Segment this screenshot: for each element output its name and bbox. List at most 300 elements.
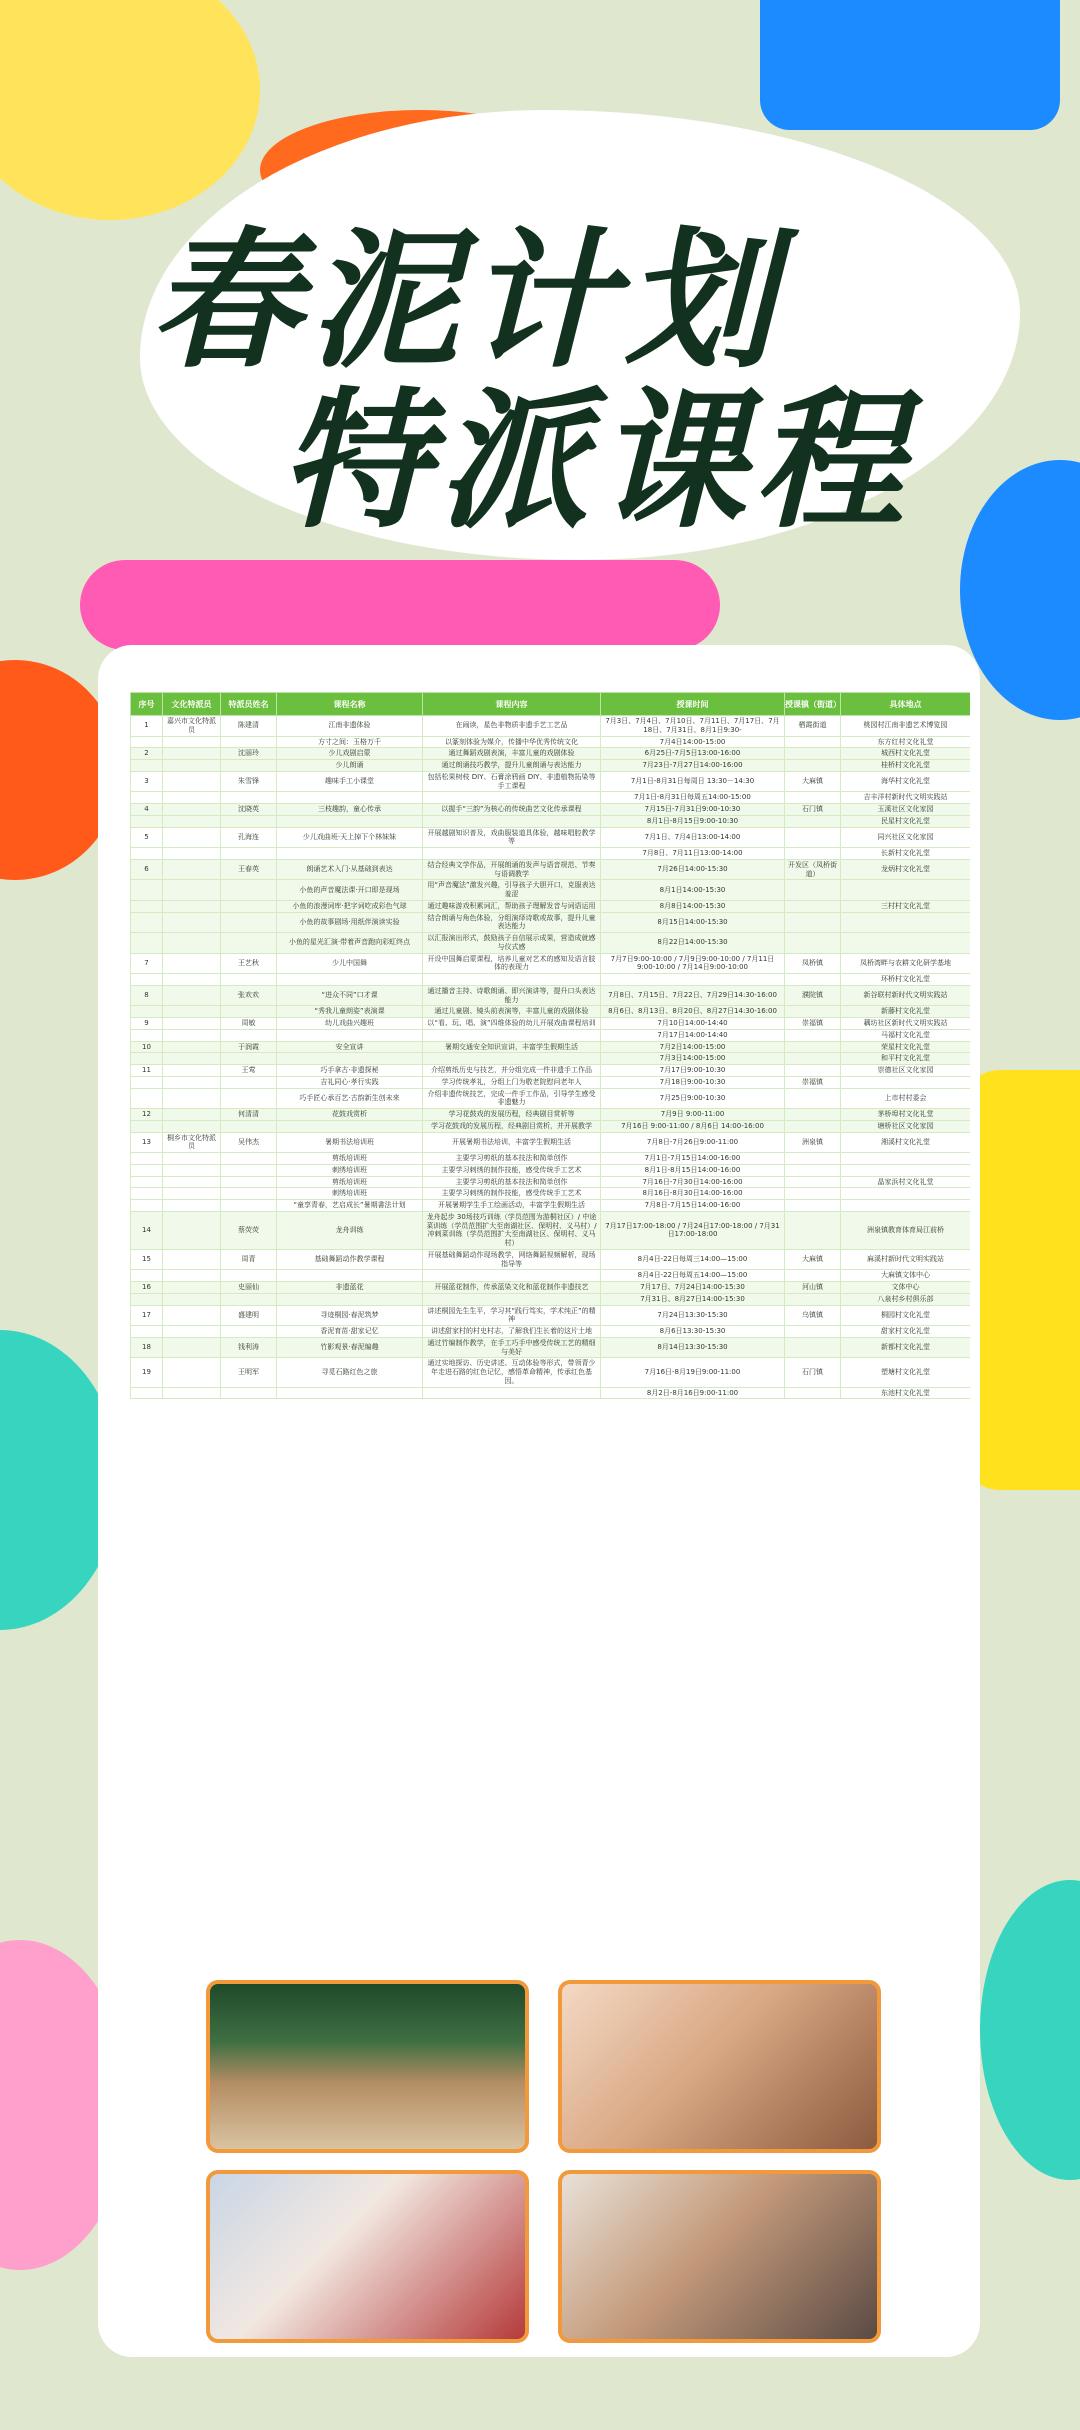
table-cell [163, 859, 221, 880]
table-cell: 王明军 [221, 1358, 277, 1387]
table-cell: 通过儿童剧、镜头前表演等，丰富儿童的戏剧体验 [423, 1006, 601, 1018]
table-cell: 7月1日-7月15日14:00-16:00 [601, 1153, 785, 1165]
table-cell: 主要学习剪纸的基本技法和简单创作 [423, 1176, 601, 1188]
table-cell: 花鼓戏赏析 [277, 1109, 423, 1121]
table-cell: 开设中国舞启蒙课程，培养儿童对艺术的感知及语言肢体的表现力 [423, 953, 601, 974]
blue-flower-shape [760, 0, 1060, 130]
table-row [131, 1249, 971, 1270]
table-cell: 7月16日 9:00-11:00 / 8月6日 14:00-16:00 [601, 1120, 785, 1132]
table-cell: 沈丽玲 [221, 748, 277, 760]
table-cell [277, 1053, 423, 1065]
table-cell [785, 760, 841, 772]
table-cell: 暑期交通安全知识宣讲，丰富学生假期生活 [423, 1041, 601, 1053]
table-cell [785, 827, 841, 848]
table-cell [785, 1293, 841, 1305]
table-cell: 7 [131, 953, 163, 974]
table-cell: 小鱼的声音魔法课·开口即是现场 [277, 880, 423, 901]
table-cell [163, 1065, 221, 1077]
table-cell [841, 933, 971, 954]
table-cell: 城西村文化礼堂 [841, 748, 971, 760]
table-cell: 7月8日-7月26日9:00-11:00 [601, 1132, 785, 1153]
table-cell: 少儿中国舞 [277, 953, 423, 974]
table-cell: 吉礼同心·孝行实践 [277, 1076, 423, 1088]
table-row [131, 900, 971, 912]
table-cell [221, 1293, 277, 1305]
table-cell [163, 1200, 221, 1212]
table-cell: 崇德社区文化家园 [841, 1065, 971, 1077]
table-cell [131, 1076, 163, 1088]
table-row [131, 1088, 971, 1109]
table-cell [131, 912, 163, 933]
table-cell: 刺绣培训班 [277, 1188, 423, 1200]
table-cell: 7月8日-7月15日14:00-16:00 [601, 1200, 785, 1212]
table-cell [841, 880, 971, 901]
table-cell: 长新村文化礼堂 [841, 848, 971, 860]
table-cell [163, 736, 221, 748]
table-cell [163, 1109, 221, 1121]
table-row [131, 1337, 971, 1358]
table-cell [163, 1282, 221, 1294]
table-row [131, 1358, 971, 1387]
table-cell: 通过朗诵技巧教学，提升儿童朗诵与表达能力 [423, 760, 601, 772]
table-cell: 7月16日-8月19日9:00-11:00 [601, 1358, 785, 1387]
table-cell: 少儿戏曲班·天上掉下个林妹妹 [277, 827, 423, 848]
table-cell [841, 1200, 971, 1212]
table-cell: 大麻镇文体中心 [841, 1270, 971, 1282]
table-cell: 王艺秋 [221, 953, 277, 974]
table-cell [785, 1065, 841, 1077]
table-cell: 麻溪村新时代文明实践站 [841, 1249, 971, 1270]
table-cell [277, 1270, 423, 1282]
table-cell: 钱利涛 [221, 1337, 277, 1358]
table-cell [163, 900, 221, 912]
table-cell: 7月24日13:30-15:30 [601, 1305, 785, 1326]
table-cell: 凤桥湾畔与农耕文化研学基地 [841, 953, 971, 974]
table-cell: 上市村村委会 [841, 1088, 971, 1109]
table-cell [131, 760, 163, 772]
table-cell [221, 1270, 277, 1282]
table-cell [785, 1088, 841, 1109]
table-row [131, 1270, 971, 1282]
table-cell [277, 792, 423, 804]
table-cell: 学习花鼓戏的发展历程，经典剧目赏析，并开展教学 [423, 1120, 601, 1132]
table-cell [163, 1326, 221, 1338]
table-cell: 嘉兴市文化特派员 [163, 716, 221, 737]
table-cell [131, 1387, 163, 1399]
table-cell: 4 [131, 804, 163, 816]
table-cell [785, 1120, 841, 1132]
table-cell [841, 1188, 971, 1200]
table-cell [785, 974, 841, 986]
table-cell [131, 792, 163, 804]
table-body [131, 716, 971, 1399]
table-cell [221, 1088, 277, 1109]
table-cell [277, 1387, 423, 1399]
table-cell: 开发区（凤桥街道） [785, 859, 841, 880]
table-cell: 7月23日-7月27日14:00-16:00 [601, 760, 785, 772]
table-cell: 19 [131, 1358, 163, 1387]
table-cell [841, 912, 971, 933]
table-cell [785, 933, 841, 954]
table-cell: 崇福镇 [785, 1076, 841, 1088]
table-cell [423, 1270, 601, 1282]
table-cell [841, 1164, 971, 1176]
table-row [131, 912, 971, 933]
table-cell: 桐乡市文化特派员 [163, 1132, 221, 1153]
table-cell: 基础舞蹈动作教学课程 [277, 1249, 423, 1270]
table-cell: 何清清 [221, 1109, 277, 1121]
table-cell: 三村村文化礼堂 [841, 900, 971, 912]
table-cell [785, 1337, 841, 1358]
table-row [131, 985, 971, 1006]
table-cell: 剪纸培训班 [277, 1153, 423, 1165]
table-row [131, 953, 971, 974]
table-cell: 通过播音主持、诗歌朗诵、即兴演讲等，提升口头表达能力 [423, 985, 601, 1006]
table-cell [163, 1358, 221, 1387]
table-cell [423, 1293, 601, 1305]
table-cell [131, 1029, 163, 1041]
table-cell: 幼儿戏曲兴趣班 [277, 1018, 423, 1030]
table-cell [163, 1018, 221, 1030]
table-cell: 民星村文化礼堂 [841, 815, 971, 827]
table-cell [131, 1293, 163, 1305]
teal-right-flower [980, 1880, 1080, 2180]
table-cell: 乌镇镇 [785, 1305, 841, 1326]
table-cell [131, 1006, 163, 1018]
table-cell: 桃园村江南非遗艺术博览园 [841, 716, 971, 737]
table-cell: 8月14日13:30-15:30 [601, 1337, 785, 1358]
table-cell [163, 974, 221, 986]
table-cell [131, 900, 163, 912]
table-cell: 东池村文化礼堂 [841, 1387, 971, 1399]
table-cell: 6 [131, 859, 163, 880]
table-cell: 环桥村文化礼堂 [841, 974, 971, 986]
table-cell [131, 1176, 163, 1188]
table-cell: 茅桥埠村文化礼堂 [841, 1109, 971, 1121]
table-cell: 2 [131, 748, 163, 760]
table-cell: 介绍非遗传统技艺，完成一件手工作品，引导学生感受非遗魅力 [423, 1088, 601, 1109]
table-cell: 7月16日-7月30日14:00-16:00 [601, 1176, 785, 1188]
table-cell: 孔海连 [221, 827, 277, 848]
table-cell [423, 1053, 601, 1065]
table-cell [221, 736, 277, 748]
table-cell [163, 1270, 221, 1282]
table-cell [163, 1029, 221, 1041]
table-cell: 7月10日14:00-14:40 [601, 1018, 785, 1030]
table-cell: 桐园村文化礼堂 [841, 1305, 971, 1326]
table-cell: 桂桥村文化礼堂 [841, 760, 971, 772]
pink-banner-shape [80, 560, 720, 650]
photo-classroom-craft [558, 1980, 881, 2153]
table-cell: 7月26日14:00-15:30 [601, 859, 785, 880]
table-cell [131, 1120, 163, 1132]
table-cell [221, 900, 277, 912]
table-cell: 新谷联村新时代文明实践站 [841, 985, 971, 1006]
table-cell: 7月2日14:00-15:00 [601, 1041, 785, 1053]
table-cell: 8月6日13:30-15:30 [601, 1326, 785, 1338]
table-cell [785, 912, 841, 933]
table-cell: 7月4日14:00-15:00 [601, 736, 785, 748]
table-cell [221, 792, 277, 804]
table-cell: 巧手匠心承百艺·古韵新生创未来 [277, 1088, 423, 1109]
table-cell [163, 792, 221, 804]
table-cell [221, 1387, 277, 1399]
table-cell [221, 815, 277, 827]
table-cell: 龙炳村文化礼堂 [841, 859, 971, 880]
table-cell [163, 985, 221, 1006]
table-cell [163, 1249, 221, 1270]
photo-craft-lesson [558, 2170, 881, 2343]
table-cell: 通过趣味游戏积累词汇，帮助孩子理解发音与词语运用 [423, 900, 601, 912]
table-cell: 7月1日-8月31日每周五14:00-15:00 [601, 792, 785, 804]
table-cell: 大麻镇 [785, 771, 841, 792]
table-cell: 刺绣培训班 [277, 1164, 423, 1176]
table-cell [163, 1337, 221, 1358]
table-cell: 以“看、玩、唱、演”四维体验的幼儿开展戏曲课程培训 [423, 1018, 601, 1030]
table-cell: 趣味手工小课堂 [277, 771, 423, 792]
table-header-row [131, 693, 971, 716]
table-cell: 7月18日9:00-10:30 [601, 1076, 785, 1088]
table-row [131, 859, 971, 880]
table-row [131, 848, 971, 860]
table-header-cell: 特派员姓名 [221, 693, 277, 716]
table-cell: 湘溪村文化礼堂 [841, 1132, 971, 1153]
table-cell: 学习花鼓戏的发展历程，经典剧目赏析等 [423, 1109, 601, 1121]
table-cell: 以握手“三韵”为核心的传统曲艺文化传承课程 [423, 804, 601, 816]
table-row [131, 1188, 971, 1200]
table-row [131, 1006, 971, 1018]
table-cell [785, 1164, 841, 1176]
table-cell: 少儿朗诵 [277, 760, 423, 772]
table-cell: 11 [131, 1065, 163, 1077]
table-cell: 寻觅石路红色之旅 [277, 1358, 423, 1387]
table-cell: 3 [131, 771, 163, 792]
table-cell [163, 771, 221, 792]
table-cell: 三枝趣韵，童心传承 [277, 804, 423, 816]
table-row [131, 1164, 971, 1176]
table-header-cell: 授课时间 [601, 693, 785, 716]
table-cell [163, 912, 221, 933]
table-cell [277, 974, 423, 986]
table-row [131, 815, 971, 827]
table-header-cell: 课程名称 [277, 693, 423, 716]
table-cell [163, 848, 221, 860]
table-cell: 7月7日9:00-10:00 / 7月9日9:00-10:00 / 7月11日9:00-10:00 / 7月14日9:00-10:00 [601, 953, 785, 974]
table-cell [131, 1270, 163, 1282]
table-row [131, 1176, 971, 1188]
table-cell [785, 1041, 841, 1053]
table-cell [131, 848, 163, 860]
table-cell: 7月3日14:00-15:00 [601, 1053, 785, 1065]
table-cell [163, 1164, 221, 1176]
table-cell: 18 [131, 1337, 163, 1358]
table-cell: 8月2日-8月16日9:00-11:00 [601, 1387, 785, 1399]
table-cell: 崇福镇 [785, 1018, 841, 1030]
table-row [131, 1041, 971, 1053]
photo-teacher-students [206, 2170, 529, 2343]
table-cell: 新藤村文化礼堂 [841, 1006, 971, 1018]
table-cell: “进众不同”口才课 [277, 985, 423, 1006]
table-cell: 5 [131, 827, 163, 848]
table-cell [841, 1153, 971, 1165]
table-cell: 8月4日-22日每周三14:00—15:00 [601, 1249, 785, 1270]
table-row [131, 1132, 971, 1153]
table-cell: 周青 [221, 1249, 277, 1270]
table-cell: 包括松果树枝 DIY、石膏涂鸦画 DIY、非遗植物拓染等手工课程 [423, 771, 601, 792]
table-header-cell: 文化特派员 [163, 693, 221, 716]
table-cell: 主要学习刺绣的制作技能，感受传统手工艺术 [423, 1164, 601, 1176]
table-header-cell: 授课镇（街道） [785, 693, 841, 716]
table-cell [785, 736, 841, 748]
table-cell: 晶家浜村文化礼堂 [841, 1176, 971, 1188]
table-cell: 7月17日14:00-14:40 [601, 1029, 785, 1041]
table-cell [163, 1305, 221, 1326]
table-cell [131, 1188, 163, 1200]
table-cell: 7月3日、7月4日、7月10日、7月11日、7月17日、7月18日、7月31日、8月1日9:30- [601, 716, 785, 737]
table-cell: 凤桥镇 [785, 953, 841, 974]
table-cell: 河山镇 [785, 1282, 841, 1294]
table-row [131, 1109, 971, 1121]
table-cell: 石门镇 [785, 804, 841, 816]
table-cell: 寻迹桐园·春泥筑梦 [277, 1305, 423, 1326]
table-cell: 在闹读，星色非物质非遗手艺工艺品 [423, 716, 601, 737]
table-cell [785, 1053, 841, 1065]
table-cell [163, 1176, 221, 1188]
table-cell [423, 848, 601, 860]
table-cell: 7月1日-8月31日每周日 13:30－14:30 [601, 771, 785, 792]
table-row [131, 1326, 971, 1338]
table-cell [131, 880, 163, 901]
table-cell [131, 815, 163, 827]
table-cell: 8月16日-8月30日14:00-16:00 [601, 1188, 785, 1200]
table-cell: 17 [131, 1305, 163, 1326]
table-cell [277, 848, 423, 860]
table-cell [221, 1200, 277, 1212]
table-cell: 7月15日-7月31日9:00-10:30 [601, 804, 785, 816]
table-cell [163, 1293, 221, 1305]
table-row [131, 771, 971, 792]
table-cell: 通过实地探访、历史讲述、互动体验等形式，带领青少年走进石路的红色记忆，感悟革命精神，传承红色基因。 [423, 1358, 601, 1387]
table-cell: 开展基础舞蹈动作现场教学，网络舞蹈视频解析，现场指导等 [423, 1249, 601, 1270]
table-cell: 马福村文化礼堂 [841, 1029, 971, 1041]
table-cell: 王莺 [221, 1065, 277, 1077]
table-cell [163, 1120, 221, 1132]
table-cell: 开展暑期书法培训，丰富学生假期生活 [423, 1132, 601, 1153]
table-cell [423, 815, 601, 827]
table-cell [785, 1153, 841, 1165]
table-cell: 朱雪锋 [221, 771, 277, 792]
course-table-wrap [130, 692, 970, 1964]
table-cell [785, 748, 841, 760]
course-table [130, 692, 970, 1399]
table-cell: 14 [131, 1211, 163, 1249]
table-cell: 结合朗诵与角色体验，分组演绎诗歌或故事，提升儿童表达能力 [423, 912, 601, 933]
table-cell: 竹影观景·春泥编趣 [277, 1337, 423, 1358]
table-cell: 10 [131, 1041, 163, 1053]
table-cell: 8月8日14:00-15:30 [601, 900, 785, 912]
table-cell: 7月17日17:00-18:00 / 7月24日17:00-18:00 / 7月31日17:00-18:00 [601, 1211, 785, 1249]
table-cell: 大麻镇 [785, 1249, 841, 1270]
table-cell [163, 1211, 221, 1249]
table-row [131, 760, 971, 772]
table-cell: 洲泉镇教育体育局江前桥 [841, 1211, 971, 1249]
table-cell: 巧手拿古·非遗探秘 [277, 1065, 423, 1077]
table-cell [785, 848, 841, 860]
table-cell: 玉溪社区文化家园 [841, 804, 971, 816]
table-row [131, 933, 971, 954]
table-row [131, 880, 971, 901]
table-cell [163, 748, 221, 760]
table-cell [221, 974, 277, 986]
table-cell: 结合经典文学作品，开展朗诵的发声与语音规范、节奏与语调教学 [423, 859, 601, 880]
table-cell: 吉丰洋村新时代文明实践站 [841, 792, 971, 804]
table-cell [163, 1076, 221, 1088]
table-cell: 香泥育苗·甜家记忆 [277, 1326, 423, 1338]
table-cell: 12 [131, 1109, 163, 1121]
table-row [131, 1018, 971, 1030]
table-cell: 小鱼的浪漫词库·把字词吃成彩色气球 [277, 900, 423, 912]
table-cell [221, 1326, 277, 1338]
table-cell [221, 1164, 277, 1176]
table-cell [277, 1029, 423, 1041]
table-cell: 朗诵艺术入门·从基础到表达 [277, 859, 423, 880]
table-cell [221, 880, 277, 901]
table-cell: 栖霞街道 [785, 716, 841, 737]
table-row [131, 1153, 971, 1165]
table-cell [221, 1176, 277, 1188]
table-cell: 方寸之间：玉格万千 [277, 736, 423, 748]
table-cell: 以篆刻体验为媒介，传播中华优秀传统文化 [423, 736, 601, 748]
table-cell: 龙舟训练 [277, 1211, 423, 1249]
table-cell: 八泉村乡村俱乐部 [841, 1293, 971, 1305]
table-cell [601, 974, 785, 986]
table-cell [163, 1387, 221, 1399]
table-row [131, 1200, 971, 1212]
table-row [131, 748, 971, 760]
table-cell: 沈晓英 [221, 804, 277, 816]
table-row [131, 792, 971, 804]
table-cell [163, 804, 221, 816]
table-cell [423, 792, 601, 804]
table-cell: 龙舟起步 30场技巧训练（学员范围为游桐社区）/ 中途菜训练（学员范围扩大至南湖社区、保明村、义马村）/ 冲刺菜训练（学员范围扩大至南湖社区、保明村、义马村） [423, 1211, 601, 1249]
table-cell [163, 1053, 221, 1065]
table-header-cell: 序号 [131, 693, 163, 716]
table-cell: 安全宣讲 [277, 1041, 423, 1053]
table-cell: 8月4日-22日每周五14:00—15:00 [601, 1270, 785, 1282]
table-cell: 同兴社区文化家园 [841, 827, 971, 848]
table-cell: 8月6日、8月13日、8月20日、8月27日14:30-16:00 [601, 1006, 785, 1018]
table-cell [785, 1188, 841, 1200]
table-row [131, 1387, 971, 1399]
table-cell [785, 1387, 841, 1399]
table-cell: 开展蓝花制作，传承蓝染文化和蓝花制作非遗技艺 [423, 1282, 601, 1294]
table-cell [785, 1326, 841, 1338]
table-cell: 以汇报演出形式，鼓励孩子自信展示成果，营造成就感与仪式感 [423, 933, 601, 954]
table-cell: 9 [131, 1018, 163, 1030]
table-cell: 和平村文化礼堂 [841, 1053, 971, 1065]
table-row [131, 1293, 971, 1305]
table-cell: 学习传统孝礼，分组上门为敬老院慰问老年人 [423, 1076, 601, 1088]
table-cell: 文体中心 [841, 1282, 971, 1294]
table-cell [131, 933, 163, 954]
table-cell [423, 1029, 601, 1041]
table-row [131, 974, 971, 986]
table-cell: 濮院镇 [785, 985, 841, 1006]
table-row [131, 1282, 971, 1294]
table-cell: 15 [131, 1249, 163, 1270]
table-cell: 史丽仙 [221, 1282, 277, 1294]
table-cell: 小鱼的故事剧场·用纸伴演读实验 [277, 912, 423, 933]
